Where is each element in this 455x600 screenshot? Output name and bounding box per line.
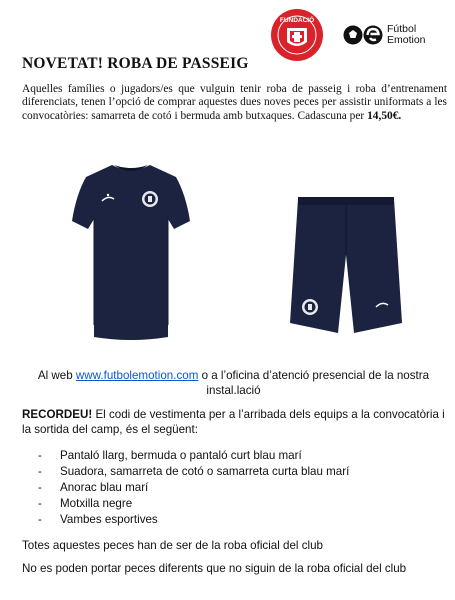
- bullet-dash: -: [38, 449, 42, 463]
- list-item-text: Suadora, samarreta de cotó o samarreta curta blau marí: [60, 465, 350, 479]
- fundacio-logo-text: FUNDACIÓ: [279, 17, 315, 24]
- bullet-dash: -: [38, 480, 42, 494]
- no-other-clothing-note: No es poden portar peces diferents que no siguin de la roba oficial del club: [22, 562, 407, 575]
- futbolemotion-link[interactable]: www.futbolemotion.com: [75, 369, 199, 382]
- price: 14,50€.: [367, 109, 402, 122]
- futbol-emotion-logo: [343, 24, 426, 46]
- futbol-emotion-line1: Fútbol: [387, 23, 417, 35]
- fundacio-seal-logo-icon: [270, 8, 324, 62]
- futbol-emotion-wordmark: [387, 24, 426, 46]
- web-prefix: Al web: [37, 369, 76, 382]
- intro-paragraph: [22, 83, 447, 123]
- bullet-dash: -: [38, 465, 42, 479]
- web-paragraph: [22, 368, 445, 398]
- bullet-dash: -: [38, 512, 42, 526]
- navy-tshirt-image-icon: [72, 155, 190, 345]
- futbol-emotion-line2: Emotion: [387, 34, 426, 46]
- remember-text: El codi de vestimenta per a l’arribada dels equips a la convocatòria i la sortida del camp, és el següent:: [22, 408, 445, 436]
- page-title: NOVETAT! ROBA DE PASSEIG: [22, 55, 249, 72]
- futbol-emotion-logo-icon: [343, 24, 383, 46]
- official-clothing-note: Totes aquestes peces han de ser de la roba oficial del club: [22, 539, 323, 552]
- remember-label: RECORDEU!: [22, 408, 93, 421]
- bullet-dash: -: [38, 496, 42, 510]
- list-item: [38, 464, 349, 480]
- remember-paragraph: [22, 407, 452, 437]
- list-item-text: Pantaló llarg, bermuda o pantaló curt blau marí: [60, 449, 302, 463]
- navy-shorts-image-icon: [290, 195, 402, 333]
- list-item: [38, 448, 349, 464]
- dress-code-list: [38, 448, 349, 527]
- intro-text: Aquelles famílies o jugadors/es que vulguin tenir roba de passeig i roba d’entrenament diferenciats, tenen l’opció de comprar aquestes dues noves peces per assistir uniformats a les convocatòries: samarreta de cotó i bermuda amb butxaques. Cadascuna per: [22, 83, 447, 122]
- web-suffix: o a l’oficina d’atenció presencial de la nostra instal.lació: [198, 369, 430, 397]
- list-item: [38, 511, 349, 527]
- list-item-text: Anorac blau marí: [60, 480, 149, 494]
- list-item-text: Vambes esportives: [60, 512, 158, 526]
- list-item: [38, 495, 349, 511]
- list-item: [38, 480, 349, 496]
- list-item-text: Motxilla negre: [60, 496, 133, 510]
